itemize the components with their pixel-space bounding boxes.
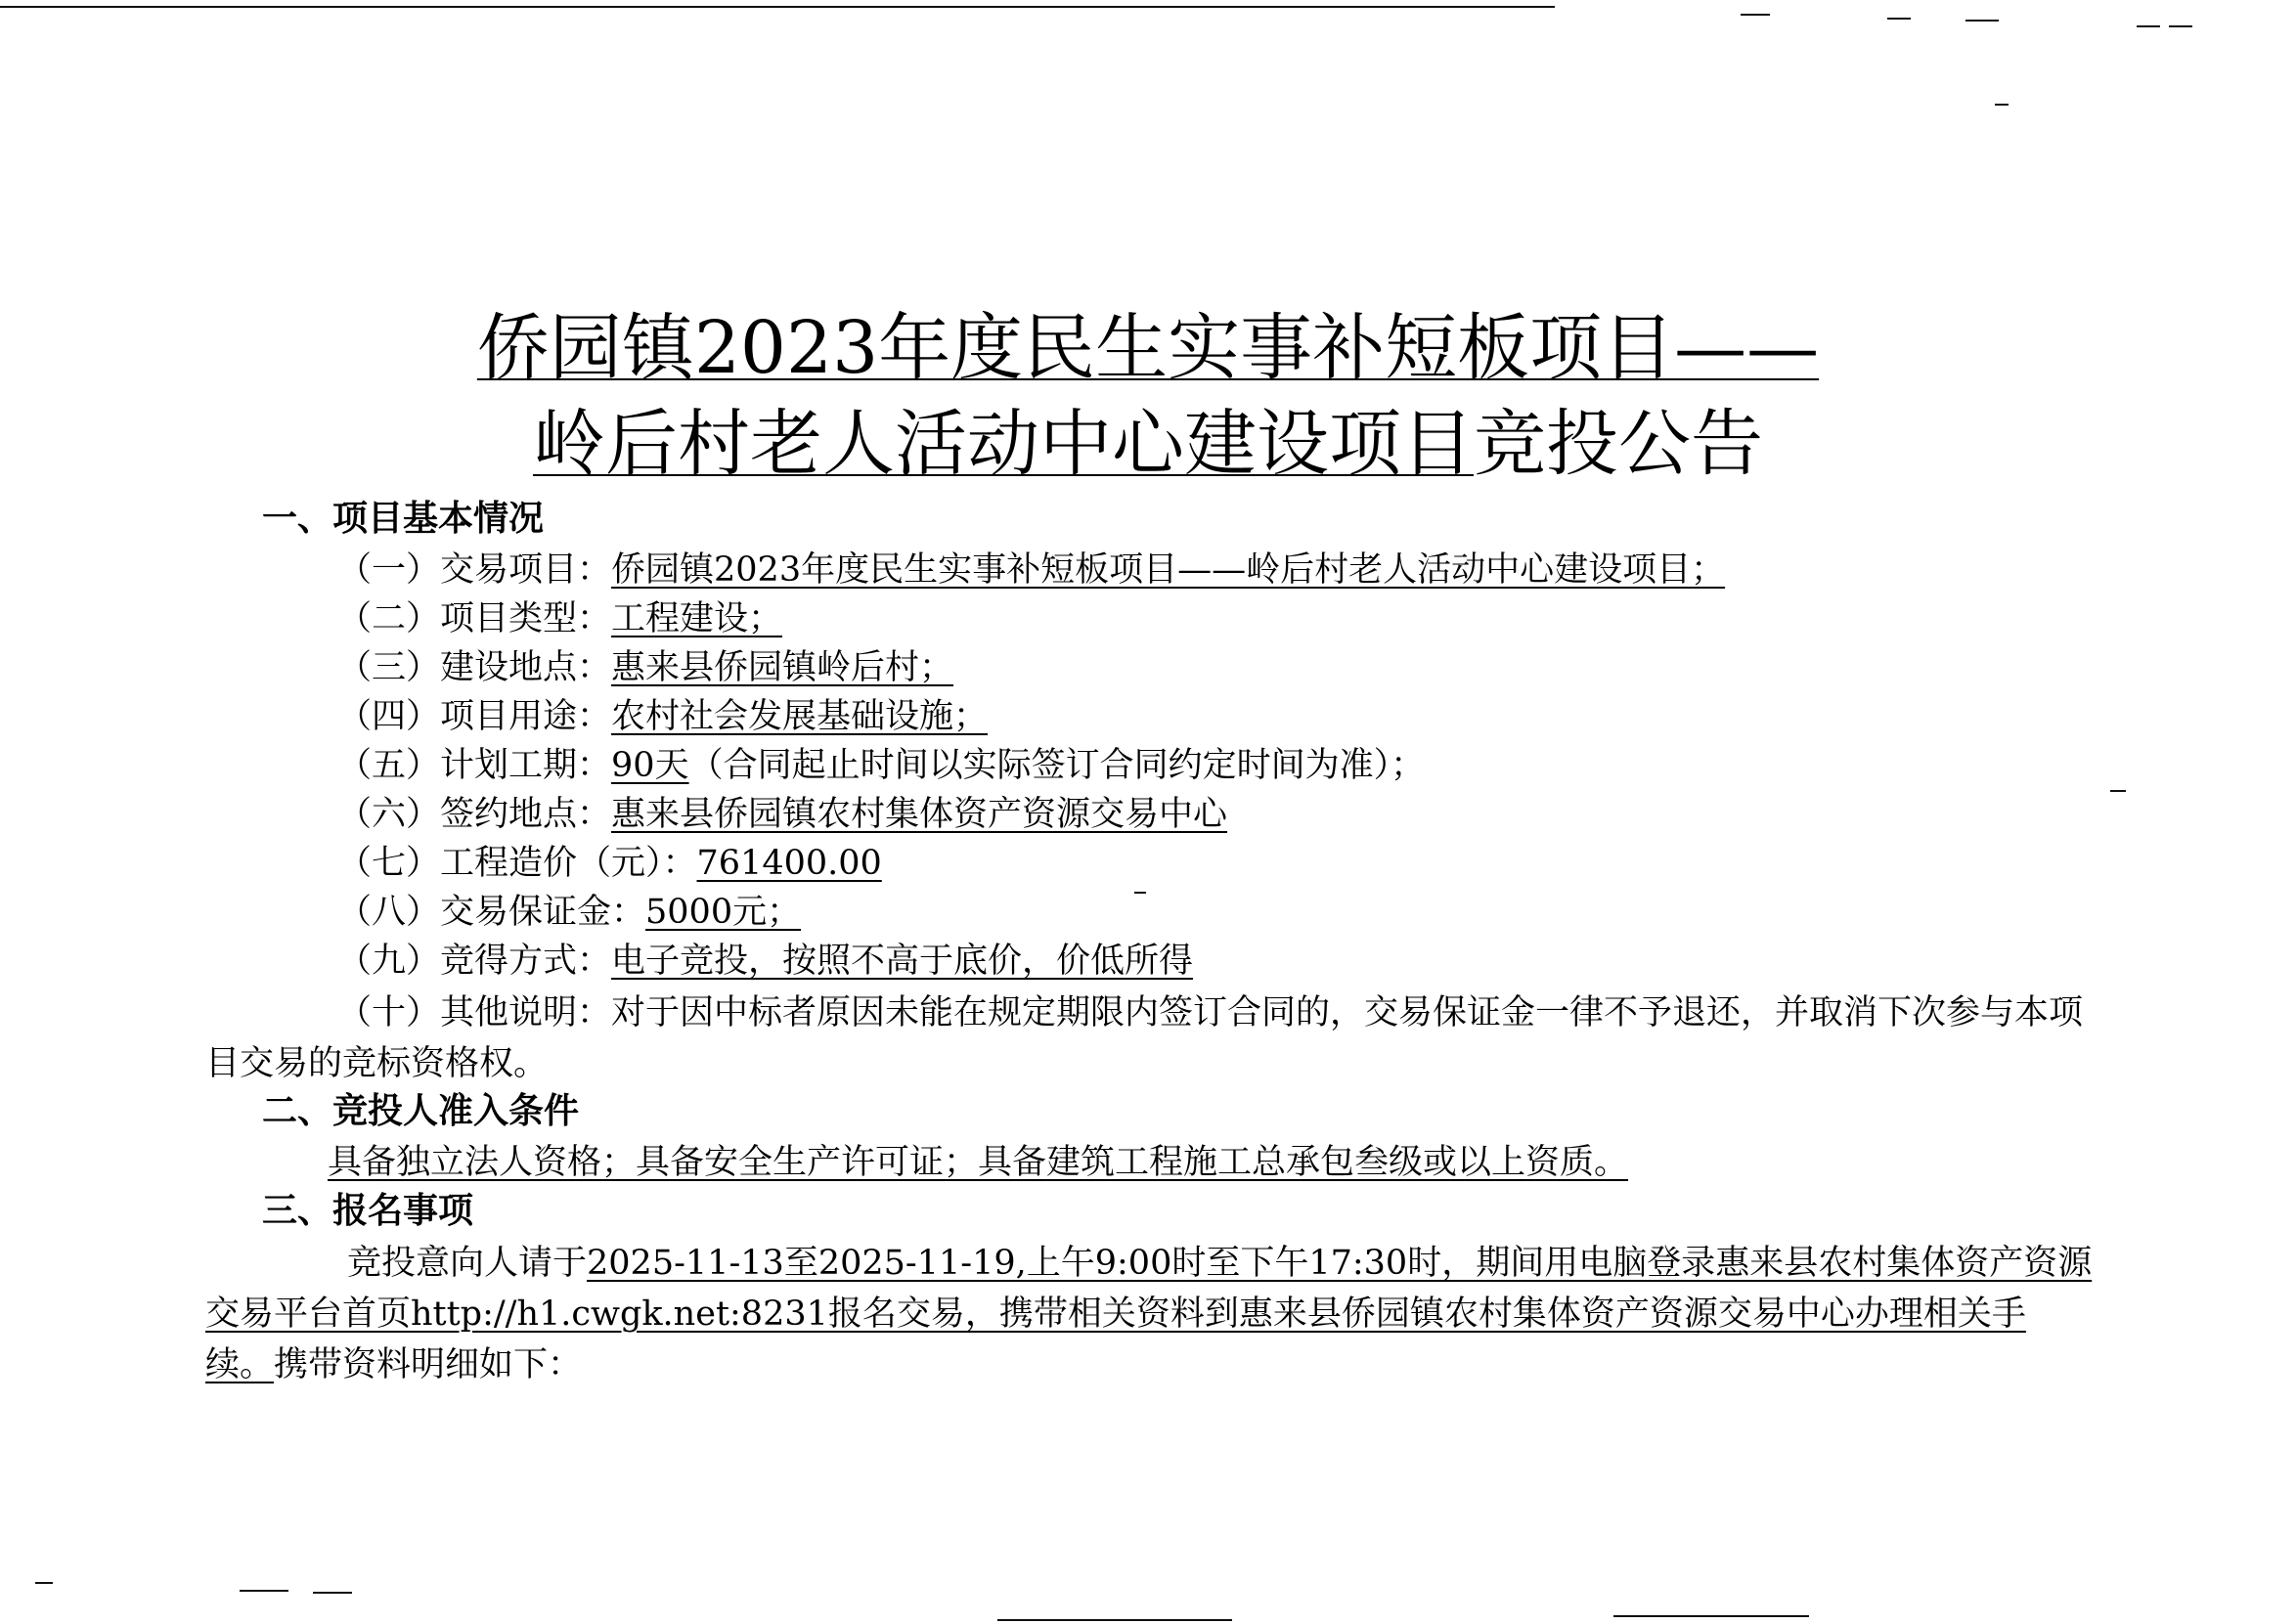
item-value: 工程建设； <box>611 599 783 638</box>
item-label: （七）工程造价（元）： <box>337 844 697 883</box>
scan-mark <box>1613 1615 1809 1617</box>
section-3-paragraph <box>205 1238 2093 1390</box>
title-line-1 <box>0 307 2296 389</box>
item-value: 电子竞投，按照不高于底价，价低所得 <box>611 942 1194 981</box>
item-8 <box>337 888 801 937</box>
item-6 <box>337 790 1227 839</box>
scan-mark <box>1887 18 1911 20</box>
scan-mark <box>35 1582 53 1584</box>
item-4 <box>337 692 988 741</box>
item-label: （二）项目类型： <box>337 599 612 638</box>
item-label: （十）其他说明： <box>337 993 612 1032</box>
section-1-heading: 一、项目基本情况 <box>262 499 545 539</box>
title-line-2-underlined: 岭后村老人活动中心建设项目 <box>533 402 1474 486</box>
scan-mark <box>2169 25 2192 27</box>
title-line-1-text: 侨园镇2023年度民生实事补短板项目—— <box>476 306 1820 390</box>
scan-mark <box>1134 892 1146 894</box>
scan-mark <box>1965 20 1999 22</box>
scan-mark <box>2137 25 2160 27</box>
title-line-2 <box>0 403 2296 485</box>
item-label: （八）交易保证金： <box>337 893 646 932</box>
scan-mark <box>313 1592 352 1594</box>
section-3-heading: 三、报名事项 <box>262 1191 474 1231</box>
item-note: （合同起止时间以实际签订合同约定时间为准）； <box>688 746 1426 785</box>
item-2 <box>337 594 782 643</box>
section-2-text: 具备独立法人资格；具备安全生产许可证；具备建筑工程施工总承包叁级或以上资质。 <box>328 1143 1629 1182</box>
item-label: （六）签约地点： <box>337 795 612 834</box>
section-2-heading: 二、竞投人准入条件 <box>262 1091 580 1131</box>
item-value: 惠来县侨园镇岭后村； <box>611 648 954 687</box>
scan-mark <box>0 6 1555 8</box>
item-value: 5000元； <box>645 893 802 932</box>
item-value: 惠来县侨园镇农村集体资产资源交易中心 <box>611 795 1228 834</box>
item-3 <box>337 643 953 692</box>
scan-mark <box>2110 790 2126 792</box>
item-7 <box>337 839 882 888</box>
title-line-2-rest: 竞投公告 <box>1474 402 1763 486</box>
scan-mark <box>997 1619 1232 1621</box>
item-label: （九）竞得方式： <box>337 942 612 981</box>
item-10 <box>205 988 2093 1089</box>
section-3-underlined: 2025-11-13至2025-11-19,上午9:00时至下午17:30时，期间用电脑登录惠来县农村集体资产资源交易平台首页http://h1.cwgk.net:8231报名交易，携带相关资料到惠来县侨园镇农村集体资产资源交易中心办理相关手续。 <box>205 1244 2093 1384</box>
section-3-prefix: 竞投意向人请于 <box>347 1244 588 1283</box>
item-text: 对于因中标者原因未能在规定期限内签订合同的，交易保证金一律不予退还，并取消下次参与本项目交易的竞标资格权。 <box>205 993 2084 1083</box>
section-3-suffix: 携带资料明细如下： <box>274 1345 583 1384</box>
scan-mark <box>1995 104 2009 106</box>
scan-mark <box>240 1590 288 1592</box>
item-value: 农村社会发展基础设施； <box>611 697 989 736</box>
scan-mark <box>1741 14 1770 16</box>
item-value: 761400.00 <box>696 844 882 883</box>
item-9 <box>337 937 1193 986</box>
item-5 <box>337 741 1425 790</box>
item-label: （三）建设地点： <box>337 648 612 687</box>
item-label: （五）计划工期： <box>337 746 612 785</box>
item-value: 90天 <box>611 746 689 785</box>
item-label: （一）交易项目： <box>337 550 612 590</box>
item-1 <box>337 546 1725 594</box>
section-2-text-line <box>328 1138 1628 1187</box>
item-label: （四）项目用途： <box>337 697 612 736</box>
item-value: 侨园镇2023年度民生实事补短板项目——岭后村老人活动中心建设项目； <box>611 550 1726 590</box>
